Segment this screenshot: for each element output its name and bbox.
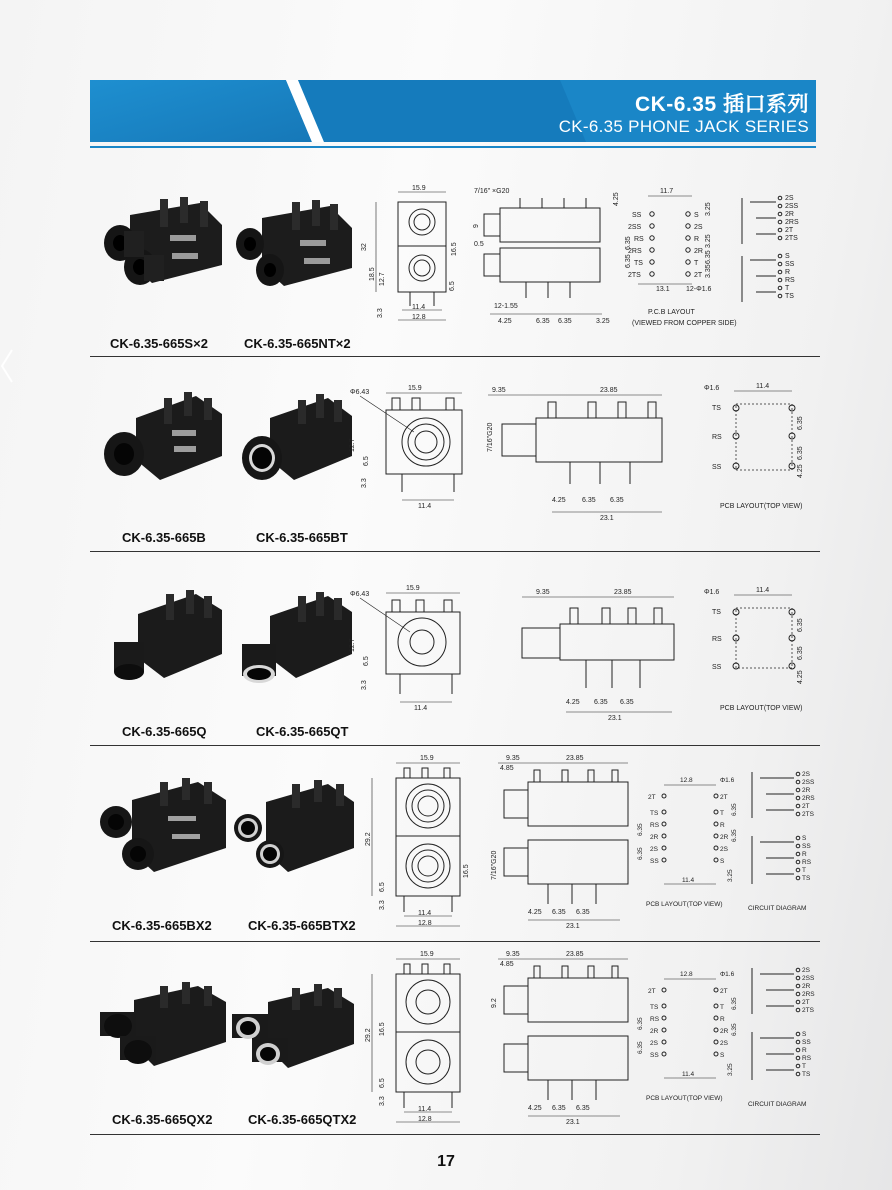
model-label: CK-6.35-665BX2 (112, 918, 212, 933)
svg-text:3.3: 3.3 (379, 1096, 386, 1106)
svg-text:16.5: 16.5 (451, 242, 458, 256)
svg-text:3.3: 3.3 (379, 900, 386, 910)
product-photo-665bt (236, 392, 356, 490)
svg-text:11.4: 11.4 (756, 383, 770, 390)
product-photo-665qtx2 (232, 984, 358, 1076)
svg-text:2RS: 2RS (802, 991, 815, 998)
svg-text:11.4: 11.4 (418, 1106, 432, 1113)
svg-text:11.4: 11.4 (682, 877, 695, 884)
svg-text:R: R (802, 1047, 807, 1054)
svg-text:11.4: 11.4 (756, 587, 770, 594)
svg-text:6.5: 6.5 (379, 1078, 386, 1088)
svg-text:9.35: 9.35 (506, 755, 520, 762)
svg-text:12.8: 12.8 (412, 314, 426, 321)
svg-text:6.5: 6.5 (363, 456, 370, 466)
svg-text:4.25: 4.25 (797, 670, 804, 684)
svg-text:6.35: 6.35 (536, 318, 550, 325)
svg-text:Φ1.6: Φ1.6 (704, 589, 720, 596)
svg-text:6.35: 6.35 (625, 236, 632, 250)
svg-text:9.35: 9.35 (506, 951, 520, 958)
svg-text:29.2: 29.2 (365, 1028, 372, 1042)
svg-text:R: R (694, 236, 700, 243)
circuit-diagram (736, 190, 816, 312)
svg-text:T: T (694, 260, 699, 267)
svg-text:SS: SS (632, 212, 642, 219)
svg-text:3.35: 3.35 (705, 264, 712, 278)
svg-text:RS: RS (712, 434, 722, 441)
svg-text:SS: SS (802, 1039, 811, 1046)
svg-text:7/16" ×G20: 7/16" ×G20 (474, 188, 510, 195)
svg-text:11.4: 11.4 (682, 1071, 695, 1078)
svg-text:3.25: 3.25 (596, 318, 610, 325)
svg-text:Φ1.6: Φ1.6 (704, 385, 720, 392)
svg-text:R: R (785, 269, 791, 276)
svg-text:6.35: 6.35 (620, 699, 634, 706)
svg-text:2RS: 2RS (628, 248, 642, 255)
side-view-drawing (470, 184, 618, 329)
svg-text:6.35: 6.35 (731, 803, 738, 816)
row-divider (90, 745, 820, 746)
svg-text:RS: RS (650, 822, 660, 829)
pcb-layout-drawing (702, 380, 820, 520)
svg-text:15.9: 15.9 (406, 585, 420, 592)
svg-text:3.3: 3.3 (377, 308, 384, 318)
front-view-drawing (356, 182, 468, 327)
svg-text:SS: SS (785, 261, 795, 268)
svg-text:11.7: 11.7 (660, 188, 674, 195)
model-label: CK-6.35-665QX2 (112, 1112, 213, 1127)
product-photo-665bx2 (98, 776, 230, 880)
svg-text:T: T (720, 810, 724, 817)
svg-text:2S: 2S (785, 195, 794, 202)
page-number: 17 (437, 1153, 455, 1170)
svg-text:2S: 2S (694, 224, 703, 231)
svg-text:12-Φ1.6: 12-Φ1.6 (686, 286, 712, 293)
side-view-drawing (488, 948, 636, 1128)
svg-text:2R: 2R (650, 834, 659, 841)
svg-text:4.85: 4.85 (500, 765, 514, 772)
svg-text:2SS: 2SS (802, 779, 815, 786)
row-divider (90, 356, 820, 357)
model-label: CK-6.35-665BTX2 (248, 918, 356, 933)
svg-text:11.4: 11.4 (412, 304, 426, 311)
front-view-drawing (348, 384, 472, 514)
svg-text:4.85: 4.85 (500, 961, 514, 968)
svg-text:18.5: 18.5 (369, 267, 376, 281)
svg-text:2R: 2R (720, 834, 729, 841)
left-edge-arrow-icon (0, 346, 14, 386)
svg-text:S: S (785, 253, 790, 260)
svg-text:SS: SS (650, 1052, 659, 1059)
model-label: CK-6.35-665S×2 (110, 336, 208, 351)
svg-text:TS: TS (650, 1004, 659, 1011)
svg-text:2T: 2T (694, 272, 703, 279)
svg-text:RS: RS (650, 1016, 660, 1023)
svg-text:3.25: 3.25 (727, 1063, 734, 1076)
svg-text:TS: TS (634, 260, 643, 267)
svg-text:2T: 2T (720, 794, 728, 801)
svg-text:16.5: 16.5 (463, 864, 470, 878)
svg-text:P.C.B LAYOUT: P.C.B LAYOUT (648, 309, 695, 316)
svg-text:15.9: 15.9 (420, 755, 434, 762)
svg-text:6.5: 6.5 (449, 281, 456, 291)
svg-text:RS: RS (802, 859, 812, 866)
svg-text:RS: RS (785, 277, 795, 284)
model-label: CK-6.35-665BT (256, 530, 348, 545)
svg-text:2RS: 2RS (785, 219, 799, 226)
svg-text:6.5: 6.5 (379, 882, 386, 892)
product-photo-665q (104, 588, 226, 688)
svg-text:2R: 2R (650, 1028, 659, 1035)
svg-text:2S: 2S (802, 771, 810, 778)
svg-text:(VIEWED FROM COPPER SIDE): (VIEWED FROM COPPER SIDE) (632, 320, 737, 327)
svg-text:6.5: 6.5 (363, 656, 370, 666)
svg-text:2R: 2R (694, 248, 703, 255)
svg-text:9: 9 (473, 224, 480, 228)
svg-text:7/16"G20: 7/16"G20 (491, 850, 498, 880)
svg-text:TS: TS (712, 405, 721, 412)
svg-text:23.85: 23.85 (600, 387, 618, 394)
svg-text:2T: 2T (648, 794, 656, 801)
header-rule (90, 146, 816, 148)
svg-text:6.35: 6.35 (797, 446, 804, 460)
row-divider (90, 1134, 820, 1135)
svg-text:6.35: 6.35 (637, 1017, 644, 1030)
svg-text:2RS: 2RS (802, 795, 815, 802)
svg-text:12.8: 12.8 (418, 920, 432, 927)
side-view-drawing (482, 384, 672, 524)
svg-text:2SS: 2SS (785, 203, 799, 210)
row-divider (90, 941, 820, 942)
svg-text:4.25: 4.25 (528, 1105, 542, 1112)
svg-text:2S: 2S (802, 967, 810, 974)
product-photo-665b (100, 390, 226, 490)
svg-text:6.35: 6.35 (610, 497, 624, 504)
svg-text:R: R (802, 851, 807, 858)
product-photo-665ntx2 (232, 198, 356, 296)
svg-text:9.35: 9.35 (536, 589, 550, 596)
svg-text:Φ6.43: Φ6.43 (350, 389, 370, 396)
svg-text:12-1.55: 12-1.55 (494, 303, 518, 310)
svg-text:6.35: 6.35 (637, 823, 644, 836)
svg-text:RS: RS (712, 636, 722, 643)
svg-text:29.2: 29.2 (365, 832, 372, 846)
header-title-cn: CK-6.35 插口系列 (634, 93, 809, 116)
svg-text:SS: SS (802, 843, 811, 850)
model-label: CK-6.35-665NT×2 (244, 336, 351, 351)
svg-text:6.35: 6.35 (705, 250, 712, 264)
svg-text:S: S (720, 858, 725, 865)
svg-text:15.9: 15.9 (412, 185, 426, 192)
svg-text:23.1: 23.1 (608, 715, 622, 722)
row-divider (90, 551, 820, 552)
header-title-en: CK-6.35 PHONE JACK SERIES (558, 117, 809, 136)
svg-text:TS: TS (802, 875, 811, 882)
svg-text:6.35: 6.35 (576, 1105, 590, 1112)
svg-text:13.1: 13.1 (656, 286, 670, 293)
model-label: CK-6.35-665B (122, 530, 206, 545)
svg-text:2T: 2T (648, 988, 656, 995)
svg-text:4.25: 4.25 (797, 464, 804, 478)
svg-text:2R: 2R (720, 1028, 729, 1035)
svg-text:2T: 2T (802, 803, 810, 810)
svg-text:12.7: 12.7 (349, 638, 356, 652)
svg-text:PCB LAYOUT(TOP VIEW): PCB LAYOUT(TOP VIEW) (646, 1095, 723, 1102)
svg-text:S: S (694, 212, 699, 219)
svg-text:S: S (720, 1052, 725, 1059)
svg-text:6.35: 6.35 (731, 997, 738, 1010)
svg-text:4.25: 4.25 (566, 699, 580, 706)
svg-text:Φ1.6: Φ1.6 (720, 777, 735, 784)
svg-text:2TS: 2TS (802, 811, 814, 818)
front-view-drawing (364, 752, 476, 932)
svg-text:S: S (802, 835, 807, 842)
svg-text:6.35: 6.35 (797, 618, 804, 632)
svg-text:SS: SS (712, 664, 722, 671)
svg-text:CIRCUIT DIAGRAM: CIRCUIT DIAGRAM (748, 905, 807, 912)
svg-text:4.25: 4.25 (613, 192, 620, 206)
circuit-diagram (744, 766, 820, 916)
circuit-diagram (744, 962, 820, 1112)
svg-text:12.7: 12.7 (349, 438, 356, 452)
svg-text:R: R (720, 822, 725, 829)
side-view-drawing (514, 584, 684, 722)
svg-text:9.35: 9.35 (492, 387, 506, 394)
svg-text:T: T (802, 1063, 806, 1070)
svg-text:6.35: 6.35 (576, 909, 590, 916)
svg-text:2T: 2T (802, 999, 810, 1006)
product-photo-665btx2 (232, 778, 358, 878)
svg-text:Φ1.6: Φ1.6 (720, 971, 735, 978)
svg-text:6.35: 6.35 (594, 699, 608, 706)
svg-text:6.35: 6.35 (552, 909, 566, 916)
svg-text:2S: 2S (650, 1040, 658, 1047)
svg-text:SS: SS (712, 464, 722, 471)
svg-text:11.4: 11.4 (414, 705, 428, 712)
svg-text:12.8: 12.8 (418, 1116, 432, 1123)
product-photo-665qt (238, 590, 356, 688)
svg-text:2TS: 2TS (802, 1007, 814, 1014)
svg-text:2TS: 2TS (785, 235, 798, 242)
svg-text:4.25: 4.25 (528, 909, 542, 916)
svg-text:23.85: 23.85 (566, 755, 584, 762)
svg-text:6.35: 6.35 (797, 416, 804, 430)
svg-text:CIRCUIT DIAGRAM: CIRCUIT DIAGRAM (748, 1101, 807, 1108)
svg-text:11.4: 11.4 (418, 910, 432, 917)
model-label: CK-6.35-665QT (256, 724, 349, 739)
svg-text:12.8: 12.8 (680, 777, 693, 784)
svg-text:12.8: 12.8 (680, 971, 693, 978)
pcb-layout-drawing (702, 584, 820, 716)
svg-text:6.35: 6.35 (731, 829, 738, 842)
svg-text:6.35: 6.35 (637, 847, 644, 860)
svg-text:4.25: 4.25 (552, 497, 566, 504)
svg-text:16.5: 16.5 (379, 1022, 386, 1036)
side-view-drawing (488, 752, 636, 932)
svg-text:2R: 2R (802, 787, 811, 794)
svg-text:23.1: 23.1 (566, 923, 580, 930)
svg-text:RS: RS (802, 1055, 812, 1062)
svg-text:TS: TS (712, 609, 721, 616)
svg-text:RS: RS (634, 236, 644, 243)
model-label: CK-6.35-665QTX2 (248, 1112, 357, 1127)
svg-text:R: R (720, 1016, 725, 1023)
front-view-drawing (364, 948, 476, 1128)
svg-text:3.25: 3.25 (727, 869, 734, 882)
svg-text:7/16"G20: 7/16"G20 (487, 422, 494, 452)
svg-text:3.25: 3.25 (705, 234, 712, 248)
svg-text:15.9: 15.9 (408, 385, 422, 392)
svg-text:3.3: 3.3 (361, 478, 368, 488)
svg-text:2TS: 2TS (628, 272, 641, 279)
svg-text:32: 32 (361, 243, 368, 251)
product-photo-665sx2 (100, 195, 228, 295)
svg-text:2T: 2T (785, 227, 794, 234)
svg-text:23.1: 23.1 (600, 515, 614, 522)
svg-text:2SS: 2SS (802, 975, 815, 982)
svg-text:6.35: 6.35 (797, 646, 804, 660)
svg-text:TS: TS (785, 293, 794, 300)
svg-text:23.85: 23.85 (614, 589, 632, 596)
svg-text:15.9: 15.9 (420, 951, 434, 958)
svg-text:Φ6.43: Φ6.43 (350, 591, 370, 598)
svg-text:2S: 2S (650, 846, 658, 853)
svg-text:12.7: 12.7 (379, 272, 386, 286)
svg-text:6.35: 6.35 (637, 1041, 644, 1054)
svg-text:6.35: 6.35 (731, 1023, 738, 1036)
svg-text:2SS: 2SS (628, 224, 642, 231)
svg-text:2S: 2S (720, 1040, 728, 1047)
pcb-layout-drawing (612, 184, 737, 334)
svg-text:2T: 2T (720, 988, 728, 995)
svg-text:S: S (802, 1031, 807, 1038)
svg-text:SS: SS (650, 858, 659, 865)
svg-text:3.3: 3.3 (361, 680, 368, 690)
svg-text:6.35: 6.35 (552, 1105, 566, 1112)
svg-text:2S: 2S (720, 846, 728, 853)
front-view-drawing (346, 582, 470, 714)
svg-text:11.4: 11.4 (418, 503, 432, 510)
pcb-layout-drawing (637, 772, 750, 912)
svg-text:3.25: 3.25 (705, 202, 712, 216)
svg-text:6.35: 6.35 (582, 497, 596, 504)
svg-text:6.35: 6.35 (558, 318, 572, 325)
product-photo-665qx2 (98, 982, 230, 1074)
pcb-layout-drawing (637, 966, 750, 1106)
svg-text:0.5: 0.5 (474, 241, 484, 248)
svg-text:T: T (802, 867, 806, 874)
svg-text:PCB LAYOUT(TOP VIEW): PCB LAYOUT(TOP VIEW) (720, 705, 803, 712)
svg-text:9.2: 9.2 (491, 998, 498, 1008)
svg-text:23.85: 23.85 (566, 951, 584, 958)
model-label: CK-6.35-665Q (122, 724, 207, 739)
svg-text:6.35: 6.35 (625, 254, 632, 268)
svg-text:PCB LAYOUT(TOP VIEW): PCB LAYOUT(TOP VIEW) (646, 901, 723, 908)
svg-text:2R: 2R (802, 983, 811, 990)
svg-text:23.1: 23.1 (566, 1119, 580, 1126)
svg-text:2R: 2R (785, 211, 794, 218)
svg-text:TS: TS (802, 1071, 811, 1078)
svg-text:TS: TS (650, 810, 659, 817)
svg-text:T: T (785, 285, 790, 292)
svg-text:4.25: 4.25 (498, 318, 512, 325)
svg-text:T: T (720, 1004, 724, 1011)
svg-text:PCB LAYOUT(TOP VIEW): PCB LAYOUT(TOP VIEW) (720, 503, 803, 510)
